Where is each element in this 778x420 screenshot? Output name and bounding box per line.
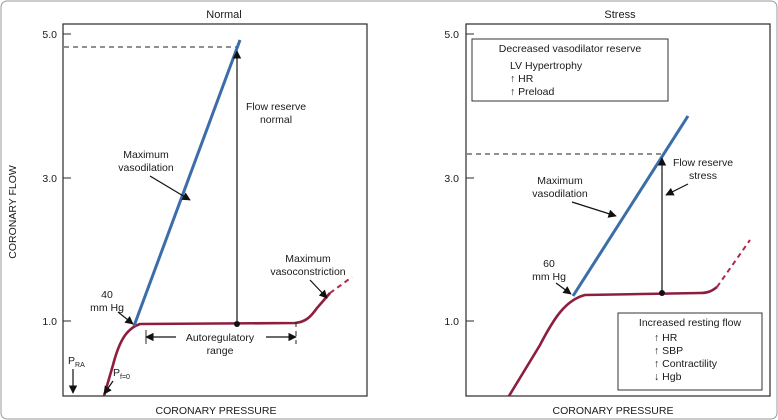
flow-reserve-label-line2: normal bbox=[259, 114, 293, 126]
y-axis-label: CORONARY FLOW bbox=[7, 165, 19, 259]
autoregulatory-label-line2: range bbox=[206, 345, 234, 357]
pf0-main: P bbox=[113, 367, 121, 379]
curve-point bbox=[659, 290, 665, 296]
bottom-box-title: Increased resting flow bbox=[638, 317, 742, 329]
ytick-label: 3.0 bbox=[444, 173, 459, 185]
pra-sub: RA bbox=[75, 362, 85, 369]
max-vasodilation-label-line1: Maximum bbox=[537, 175, 583, 187]
max-vasoconstriction-label-line2: vasoconstriction bbox=[270, 266, 346, 278]
top-box-line: ↑ Preload bbox=[510, 86, 555, 98]
ytick-label: 3.0 bbox=[42, 173, 57, 185]
panel-normal bbox=[42, 9, 367, 417]
panel-stress bbox=[444, 9, 770, 417]
ytick-label: 1.0 bbox=[42, 316, 57, 328]
pf0-sub: f=0 bbox=[120, 374, 130, 381]
bottom-box-line: ↓ Hgb bbox=[654, 371, 682, 383]
max-vasodilation-label-line2: vasodilation bbox=[532, 188, 588, 200]
x-axis-label: CORONARY PRESSURE bbox=[552, 405, 674, 417]
flow-reserve-label-line1: Flow reserve bbox=[245, 101, 307, 113]
pressure-value-label: 60 bbox=[543, 258, 555, 270]
pressure-unit-label: mm Hg bbox=[532, 271, 566, 283]
pressure-unit-label: mm Hg bbox=[90, 302, 124, 314]
ytick-label: 5.0 bbox=[42, 29, 57, 41]
x-axis-label: CORONARY PRESSURE bbox=[155, 405, 277, 417]
curve-point bbox=[234, 321, 240, 327]
pra-main: P bbox=[68, 355, 76, 367]
autoregulatory-label-line1: Autoregulatory bbox=[185, 332, 255, 344]
top-box-line: ↑ HR bbox=[510, 73, 534, 85]
ytick-label: 5.0 bbox=[444, 29, 459, 41]
top-box-title: Decreased vasodilator reserve bbox=[498, 43, 642, 55]
pressure-value-label: 40 bbox=[101, 289, 113, 301]
flow-reserve-label-line1: Flow reserve bbox=[672, 157, 734, 169]
max-vasodilation-label-line2: vasodilation bbox=[118, 162, 174, 174]
bottom-box-line: ↑ Contractility bbox=[654, 358, 718, 370]
bottom-box-line: ↑ SBP bbox=[654, 345, 684, 357]
bottom-box-line: ↑ HR bbox=[654, 332, 678, 344]
top-box-line: LV Hypertrophy bbox=[510, 60, 583, 72]
panel-title-stress: Stress bbox=[604, 9, 636, 21]
flow-reserve-label-line2: stress bbox=[688, 170, 718, 182]
max-vasodilation-label-line1: Maximum bbox=[123, 149, 169, 161]
panel-title-normal: Normal bbox=[206, 9, 242, 21]
ytick-label: 1.0 bbox=[444, 316, 459, 328]
max-vasoconstriction-label-line1: Maximum bbox=[285, 253, 331, 265]
